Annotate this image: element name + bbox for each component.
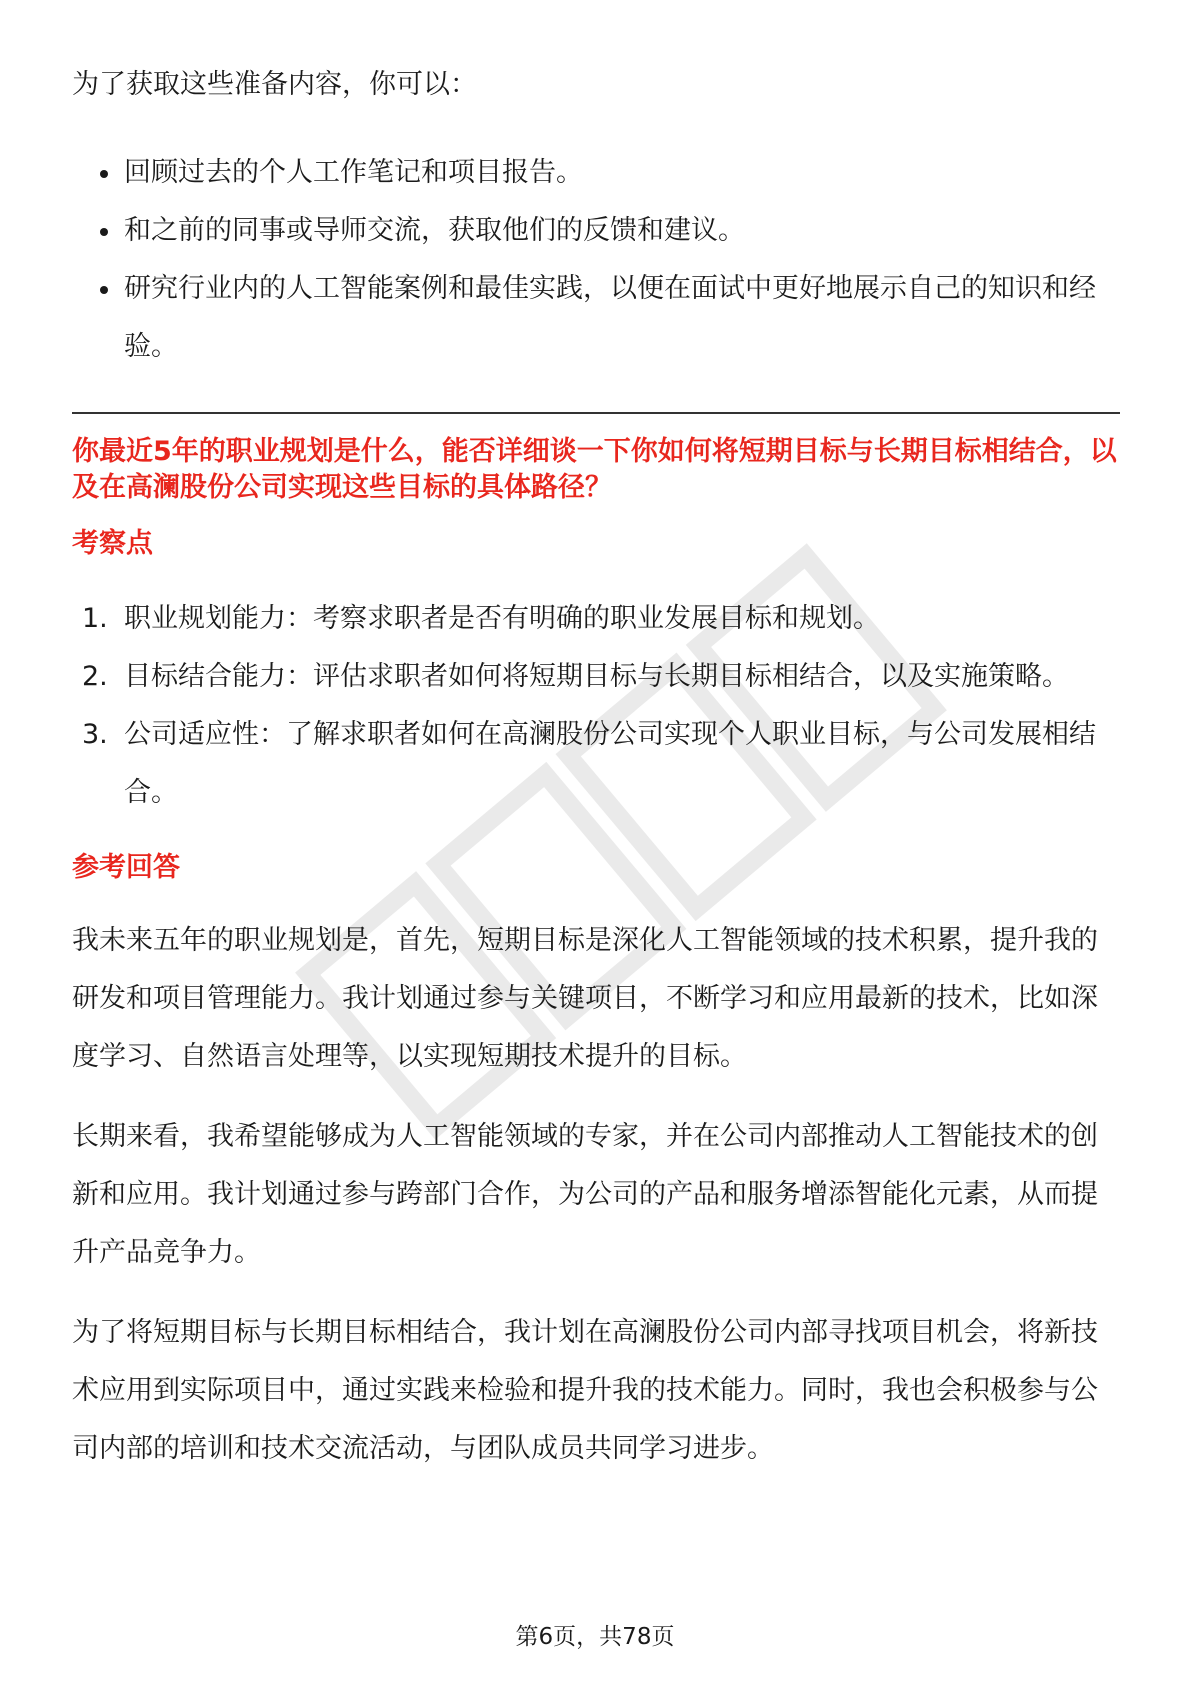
list-item-text: 目标结合能力：评估求职者如何将短期目标与长期目标相结合，以及实施策略。 (124, 661, 1069, 692)
intro-text: 为了获取这些准备内容，你可以： (72, 69, 477, 100)
list-item-text: 回顾过去的个人工作笔记和项目报告。 (124, 157, 583, 188)
list-item (72, 144, 1120, 202)
question-heading: 你最近5年的职业规划是什么，能否详细谈一下你如何将短期目标与长期目标相结合，以及在高澜股份公司实现这些目标的具体路径？ (72, 436, 1117, 503)
answer-paragraph: 我未来五年的职业规划是，首先，短期目标是深化人工智能领域的技术积累，提升我的研发和项目管理能力。我计划通过参与关键项目，不断学习和应用最新的技术，比如深度学习、自然语言处理等，以实现短期技术提升的目标。 (72, 925, 1098, 1072)
list-number: 3. (82, 719, 108, 750)
list-item-text: 研究行业内的人工智能案例和最佳实践，以便在面试中更好地展示自己的知识和经验。 (124, 273, 1096, 362)
answer-paragraph: 长期来看，我希望能够成为人工智能领域的专家，并在公司内部推动人工智能技术的创新和应用。我计划通过参与跨部门合作，为公司的产品和服务增添智能化元素，从而提升产品竞争力。 (72, 1121, 1098, 1268)
tips-list (72, 144, 1120, 376)
assessment-title: 考察点 (72, 528, 153, 559)
list-item-text: 职业规划能力：考察求职者是否有明确的职业发展目标和规划。 (124, 603, 880, 634)
list-number: 1. (82, 603, 108, 634)
bullet-icon (100, 228, 108, 236)
answer-paragraph: 为了将短期目标与长期目标相结合，我计划在高澜股份公司内部寻找项目机会，将新技术应用到实际项目中，通过实践来检验和提升我的技术能力。同时，我也会积极参与公司内部的培训和技术交流活动，与团队成员共同学习进步。 (72, 1317, 1098, 1464)
bullet-icon (100, 170, 108, 178)
list-item (72, 202, 1120, 260)
main-content (72, 56, 1120, 1478)
page-number: 第6页，共78页 (515, 1624, 675, 1650)
list-number: 2. (82, 661, 108, 692)
list-item (72, 648, 1120, 706)
bullet-icon (100, 286, 108, 294)
section-divider (72, 412, 1120, 414)
list-item (72, 260, 1120, 376)
list-item-text: 公司适应性：了解求职者如何在高澜股份公司实现个人职业目标，与公司发展相结合。 (124, 719, 1096, 808)
assessment-list (72, 590, 1120, 822)
answer-title: 参考回答 (72, 852, 180, 883)
list-item-text: 和之前的同事或导师交流，获取他们的反馈和建议。 (124, 215, 745, 246)
list-item (72, 706, 1120, 822)
list-item (72, 590, 1120, 648)
